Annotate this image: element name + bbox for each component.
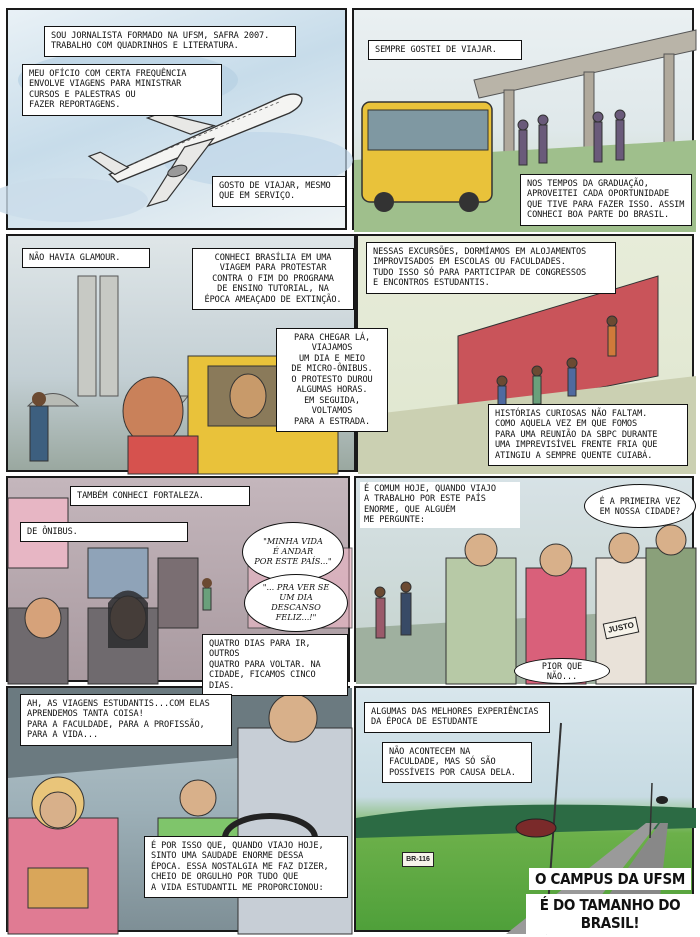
question-bubble: É A PRIMEIRA VEZ EM NOSSA CIDADE? — [584, 484, 696, 528]
caption-excursions: NESSAS EXCURSÕES, DORMÍAMOS EM ALOJAMENTOS IMPROVISADOS EM ESCOLAS OU FACULDADES. TUDO ISSO SÓ PARA PARTICIPAR DE CONGRESSOS E ENCONTROS ESTUDANTIS. — [366, 242, 616, 294]
ufsm-title-line-2: É DO TAMANHO DO BRASIL! — [526, 894, 694, 934]
ufsm-title — [526, 866, 694, 936]
caption-no-glamour: NÃO HAVIA GLAMOUR. — [22, 248, 150, 268]
song-bubble-2: "... PRA VER SE UM DIA DESCANSO FELIZ...!" — [244, 574, 348, 632]
panel-highway — [354, 686, 694, 932]
panel-airplane — [6, 8, 347, 230]
caption-fortaleza: TAMBÉM CONHECI FORTALEZA. — [70, 486, 250, 506]
caption-stories: HISTÓRIAS CURIOSAS NÃO FALTAM. COMO AQUELA VEZ EM QUE FOMOS PARA UMA REUNIÃO DA SBPC DURANTE UMA IMPREVISÍVEL FRENTE FRIA QUE ATINGIU A SEMPRE QUENTE CUIABÁ. — [488, 404, 688, 466]
justo-sign: JUSTO — [603, 617, 640, 640]
caption-trip: PARA CHEGAR LÁ, VIAJAMOS UM DIA E MEIO DE MICRO-ÔNIBUS. O PROTESTO DUROU ALGUMAS HORAS. EM SEGUIDA, VOLTAMOS PARA A ESTRADA. — [276, 328, 388, 432]
caption-student-trips: AH, AS VIAGENS ESTUDANTIS...COM ELAS APRENDEMOS TANTA COISA! PARA A FACULDADE, PARA A PROFISSÃO, PARA A VIDA... — [20, 694, 232, 746]
road-sign: BR-116 — [402, 852, 434, 867]
caption-common-question: É COMUM HOJE, QUANDO VIAJO A TRABALHO POR ESTE PAÍS ENORME, QUE ALGUÉM ME PERGUNTE: — [360, 482, 520, 528]
caption-intro: SOU JORNALISTA FORMADO NA UFSM, SAFRA 2007. TRABALHO COM QUADRINHOS E LITERATURA. — [44, 26, 296, 57]
caption-graduation: NOS TEMPOS DA GRADUAÇÃO, APROVEITEI CADA OPORTUNIDADE QUE TIVE PARA FAZER ISSO. ASSIM CONHECI BOA PARTE DO BRASIL. — [520, 174, 692, 226]
answer-bubble: PIOR QUE NÃO... — [514, 658, 610, 684]
caption-not-at-college: NÃO ACONTECEM NA FACULDADE, MAS SÓ SÃO POSSÍVEIS POR CAUSA DELA. — [382, 742, 532, 783]
panel-bus-interior — [6, 476, 350, 691]
panel-driving — [6, 686, 350, 932]
caption-always-traveled: SEMPRE GOSTEI DE VIAJAR. — [368, 40, 522, 60]
ufsm-title-line-1: O CAMPUS DA UFSM — [529, 868, 691, 890]
caption-by-bus: DE ÔNIBUS. — [20, 522, 188, 542]
panel-bus-station — [352, 8, 694, 230]
caption-best-experiences: ALGUMAS DAS MELHORES EXPERIÊNCIAS DA ÉPOCA DE ESTUDANTE — [364, 702, 550, 733]
caption-days: QUATRO DIAS PARA IR, OUTROS QUATRO PARA VOLTAR. NA CIDADE, FICAMOS CINCO DIAS. — [202, 634, 348, 696]
panel-conversation — [354, 476, 694, 682]
caption-brasilia: CONHECI BRASÍLIA EM UMA VIAGEM PARA PROTESTAR CONTRA O FIM DO PROGRAMA DE ENSINO TUTORIAL, NA ÉPOCA AMEAÇADO DE EXTINÇÃO. — [192, 248, 354, 310]
song-bubble-1: "MINHA VIDA É ANDAR POR ESTE PAÍS..." — [242, 522, 344, 582]
panel-brasilia — [6, 234, 373, 472]
caption-nostalgia: É POR ISSO QUE, QUANDO VIAJO HOJE, SINTO UMA SAUDADE ENORME DESSA ÉPOCA. ESSA NOSTALGIA ME FAZ DIZER, CHEIO DE ORGULHO POR TUDO QUE A VIDA ESTUDANTIL ME PROPORCIONOU: — [144, 836, 348, 898]
caption-work: MEU OFÍCIO COM CERTA FREQUÊNCIA ENVOLVE VIAGENS PARA MINISTRAR CURSOS E PALESTRAS OU FAZER REPORTAGENS. — [22, 64, 222, 116]
panel-lodging-wall — [356, 234, 694, 472]
caption-like-travel: GOSTO DE VIAJAR, MESMO QUE EM SERVIÇO. — [212, 176, 346, 207]
